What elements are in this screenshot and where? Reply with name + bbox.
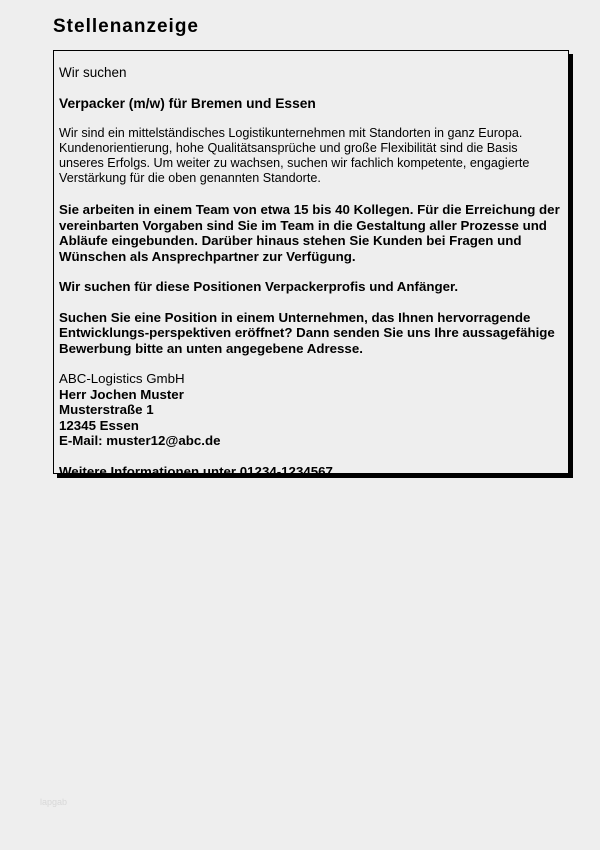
positions-paragraph: Wir suchen für diese Positionen Verpackerprofis und Anfänger. — [59, 279, 459, 294]
contact-person: Herr Jochen Muster — [59, 386, 184, 402]
team-paragraph: Sie arbeiten in einem Team von etwa 15 bis 40 Kollegen. Für die Erreichung der vereinbarten Vorgaben sind Sie im Team in die Gestaltung aller Prozesse und Abläufe eingebunden. Darüber hinaus stehen Sie Kunden bei Fragen und Wünschen als Ansprechpartner zur Verfügung. — [59, 202, 560, 264]
contact-city: 12345 Essen — [59, 417, 139, 433]
job-ad-box — [53, 50, 569, 479]
watermark: lapgab — [40, 797, 68, 807]
contact-email: E-Mail: muster12@abc.de — [59, 433, 221, 448]
contact-block — [59, 371, 563, 449]
page-title: Stellenanzeige — [53, 16, 199, 37]
more-info: Weitere Informationen unter 01234-1234567. — [59, 463, 337, 479]
job-title: Verpacker (m/w) für Bremen und Essen — [59, 95, 316, 111]
company-description: Wir sind ein mittelständisches Logistikunternehmen mit Standorten in ganz Europa. Kundenorientierung, hohe Qualitätsansprüche und große Flexibilität sind die Basis unseres Erfolgs. Um weiter zu wachsen, suchen wir fachlich kompetente, engagierte Verstärkung für die oben genannten Standorte. — [59, 126, 530, 185]
contact-company: ABC-Logistics GmbH — [59, 371, 185, 386]
apply-paragraph: Suchen Sie eine Position in einem Unternehmen, das Ihnen hervorragende Entwicklungs-perspektiven eröffnet? Dann senden Sie uns Ihre aussagefähige Bewerbung bitte an unten angegebene Adresse. — [59, 309, 555, 356]
contact-street: Musterstraße 1 — [59, 402, 154, 417]
ad-intro: Wir suchen — [59, 65, 127, 80]
